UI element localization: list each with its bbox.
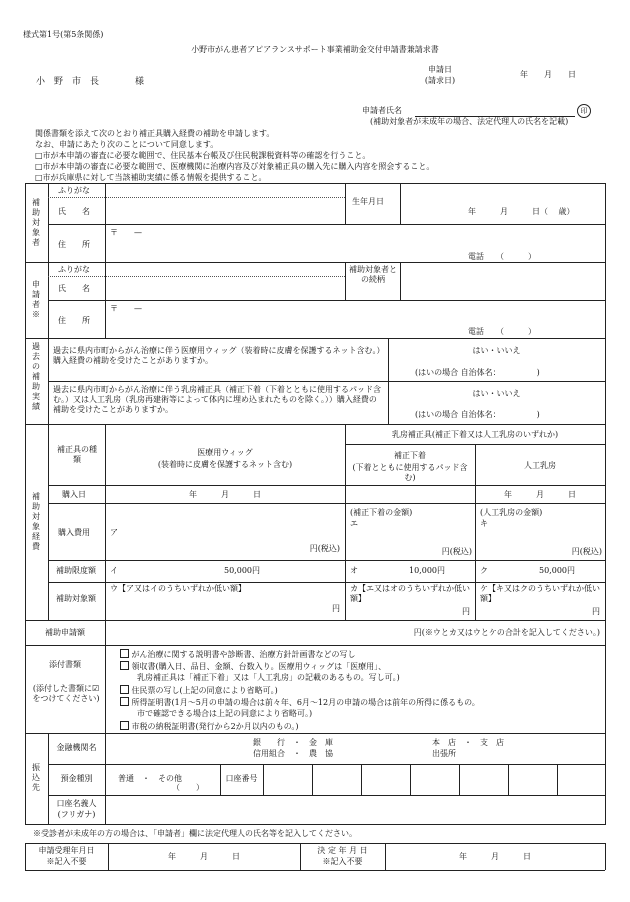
cost-e-mark: エ [350, 519, 358, 528]
bank-section-label: 振込先 [32, 763, 40, 792]
wig-cost-field[interactable]: 円(税込) [309, 544, 340, 553]
wig-note: (装着時に皮膚を保護するネット含む) [157, 460, 293, 469]
account-holder-kana: (フリガナ) [57, 810, 96, 819]
intro-line: 関係書類を添えて次のとおり補正具購入経費の補助を申請します。 [35, 129, 275, 138]
target-ke-label: ケ【キ又はクのうちいずれか低い額】 [480, 584, 600, 603]
consent-line[interactable]: □市が兵庫県に対して当該補助実績に係る情報を提供すること。 [35, 173, 267, 182]
attachment-item-continued: 市で確認できる場合は上記の同意により省略可。) [137, 709, 313, 718]
branch-options-2[interactable]: 出張所 [432, 749, 456, 758]
received-not-required: ※記入不要 [46, 857, 87, 866]
target-ke-field[interactable]: 円 [592, 607, 600, 616]
attachment-item-continued: 乳房補正具は「補正下着」又は「人工乳房」の記載のあるもの。写し可。) [137, 673, 400, 682]
artificial-cost-field[interactable]: 円(税込) [571, 547, 602, 556]
checkbox[interactable] [120, 649, 129, 658]
account-number-field[interactable] [265, 766, 603, 793]
decision-date-field: 年 月 日 [459, 852, 531, 861]
artificial-label: 人工乳房 [524, 461, 556, 470]
past-municipality-breast[interactable]: (はいの場合 自治体名： ) [415, 410, 540, 419]
subject-phone[interactable]: 電話 （ ） [468, 252, 536, 261]
applicant-section-label: 申請者※ [32, 280, 40, 319]
attachment-item[interactable]: 領収書(購入日、品目、金額、台数入り。医療用ウィッグは「医療用」、 [120, 661, 386, 672]
cost-label: 購入費用 [58, 528, 90, 537]
account-type-other[interactable]: （ ） [172, 783, 204, 792]
limit-o-mark: オ [350, 566, 358, 575]
form-title: 小野市がん患者アピアランスサポート事業補助金交付申請書兼請求書 [191, 45, 439, 54]
bank-type-options[interactable]: 銀 行 ・ 金 庫 [253, 738, 333, 747]
wig-purchase-date[interactable]: 年 月 日 [189, 490, 261, 499]
limit-o-value: 10,000円 [409, 566, 445, 575]
bank-type-options-2[interactable]: 信用組合 ・ 農 協 [253, 749, 333, 758]
account-holder-label: 口座名義人 [56, 799, 97, 808]
cost-a-mark: ア [110, 528, 118, 537]
addressee: 小 野 市 長 様 [36, 77, 145, 87]
account-type-label: 預金種別 [60, 774, 93, 783]
received-date-label: 申請受理年月日 [38, 846, 95, 855]
birthdate-field[interactable]: 年 月 日（ 歳） [468, 207, 575, 216]
past-answer-wig[interactable]: はい・いいえ [472, 346, 521, 355]
applicant-name-label: 申請者氏名 [362, 106, 402, 115]
attachments-note: (添付した書類に☑をつけてください) [32, 684, 100, 703]
account-number-label: 口座番号 [225, 774, 258, 783]
checkbox[interactable] [120, 721, 129, 730]
consent-line[interactable]: □市が本申請の審査に必要な範囲で、医療機関に治療内容及び対象補正具の購入先に購入内容を照会すること。 [35, 162, 435, 171]
footnote: ※受診者が未成年の方の場合は、「申請者」欄に法定代理人の氏名等を記入してください。 [33, 829, 357, 838]
underwear-cost-field[interactable]: 円(税込) [441, 547, 472, 556]
applicant-name-row-label: 氏 名 [58, 284, 90, 293]
bank-name-label: 金融機関名 [56, 743, 97, 752]
relation-field[interactable] [405, 275, 600, 295]
received-date-field: 年 月 日 [168, 852, 240, 861]
decision-not-required: ※記入不要 [322, 857, 363, 866]
subject-address-label: 住 所 [58, 240, 90, 249]
checkbox[interactable] [120, 661, 129, 670]
applicant-phone[interactable]: 電話 （ ） [468, 327, 536, 336]
account-holder-field[interactable] [110, 800, 600, 820]
past-municipality-wig[interactable]: (はいの場合 自治体名： ) [415, 368, 540, 377]
seal-mark: 印 [577, 104, 591, 118]
request-label: 補助申請額 [45, 628, 85, 637]
attachments-label: 添付書類 [49, 660, 81, 669]
target-ka-field[interactable]: 円 [462, 607, 470, 616]
subject-postal[interactable]: 〒 — [110, 228, 142, 237]
attachment-item[interactable]: 所得証明書(1月～5月の申請の場合は前々年、6月～12月の申請の場合は前年の所得に係るもの。 [120, 697, 480, 708]
past-question-breast: 過去に県内市町からがん治療に伴う乳房補正具（補正下着（下着とともに使用するパッド含む。）又は人工乳房（乳房再建術等によって体内に埋め込まれたものを除く。））購入経費の補助を受けたことがありますか。 [53, 385, 381, 414]
branch-options[interactable]: 本 店 ・ 支 店 [432, 738, 504, 747]
underwear-note: (下着とともに使用するパッド含む) [352, 463, 468, 482]
account-type-options[interactable]: 普通 ・ その他 [118, 774, 182, 783]
breast-device-header: 乳房補正具(補正下着又は人工乳房のいずれか) [391, 430, 559, 439]
expenses-section-label: 補助対象経費 [32, 492, 40, 551]
relation-label: 補助対象者との続柄 [349, 265, 397, 284]
decision-date-label: 決 定 年 月 日 [317, 846, 368, 855]
target-u-field[interactable]: 円 [332, 604, 340, 613]
subject-name-field[interactable] [110, 200, 340, 220]
limit-label: 補助限度額 [56, 566, 96, 575]
target-ka-label: カ【エ又はオのうちいずれか低い額】 [350, 584, 470, 603]
cost-ki-mark: キ [480, 519, 488, 528]
target-label: 補助対象額 [56, 594, 96, 603]
limit-i-value: 50,000円 [224, 566, 260, 575]
applicant-note: (補助対象者が未成年の場合、法定代理人の氏名を記載) [370, 117, 569, 126]
form-number: 様式第1号(第5条関係) [23, 30, 104, 39]
birthdate-label: 生年月日 [352, 197, 384, 206]
attachment-item[interactable]: 市税の納税証明書(発行から2か月以内のもの。) [120, 721, 299, 732]
checkbox[interactable] [120, 697, 129, 706]
underwear-label: 補正下着 [394, 451, 426, 460]
applicant-address-label: 住 所 [58, 316, 90, 325]
breast-purchase-date[interactable]: 年 月 日 [504, 490, 576, 499]
past-section-label: 過去の補助実績 [32, 342, 40, 411]
subject-section-label: 補助対象者 [32, 198, 40, 247]
limit-i-mark: イ [110, 566, 118, 575]
device-type-label: 補正具の種 類 [57, 445, 113, 464]
subject-name-label: 氏 名 [58, 207, 90, 216]
applicant-postal[interactable]: 〒 — [110, 304, 142, 313]
applicant-furigana-label: ふりがな [58, 265, 90, 274]
attachment-item[interactable]: がん治療に関する説明書や診断書、治療方針計画書などの写し [120, 649, 356, 660]
consent-line[interactable]: □市が本申請の審査に必要な範囲で、住民基本台帳及び住民税課税資料等の確認を行うこと。 [35, 151, 371, 160]
artificial-amount-label: (人工乳房の金額) [480, 508, 543, 517]
past-question-wig: 過去に県内市町からがん治療に伴う医療用ウィッグ（装着時に皮膚を保護するネット含む。）購入経費の補助を受けたことがありますか。 [53, 346, 381, 365]
limit-ku-value: 50,000円 [539, 566, 575, 575]
limit-ku-mark: ク [480, 566, 488, 575]
underwear-amount-label: (補正下着の金額) [350, 508, 413, 517]
purchase-date-label: 購入日 [62, 490, 86, 499]
attachment-item[interactable]: 住民票の写し(上記の同意により省略可。) [120, 685, 278, 696]
subject-furigana-label: ふりがな [58, 186, 90, 195]
target-u-label: ウ【ア又はイのうちいずれか低い額】 [110, 584, 246, 593]
date-label: 申請日 [428, 65, 452, 74]
application-date-field[interactable]: 年 月 日 [520, 70, 576, 79]
intro-line: なお、申請にあたり次のことについて同意します。 [35, 140, 219, 149]
wig-label: 医療用ウィッグ [197, 448, 253, 457]
past-answer-breast[interactable]: はい・いいえ [472, 389, 521, 398]
request-amount-field[interactable]: 円(※ウとカ又はウとケの合計を記入してください。) [413, 628, 600, 637]
date-label-sub: (請求日) [424, 76, 456, 85]
checkbox[interactable] [120, 685, 129, 694]
